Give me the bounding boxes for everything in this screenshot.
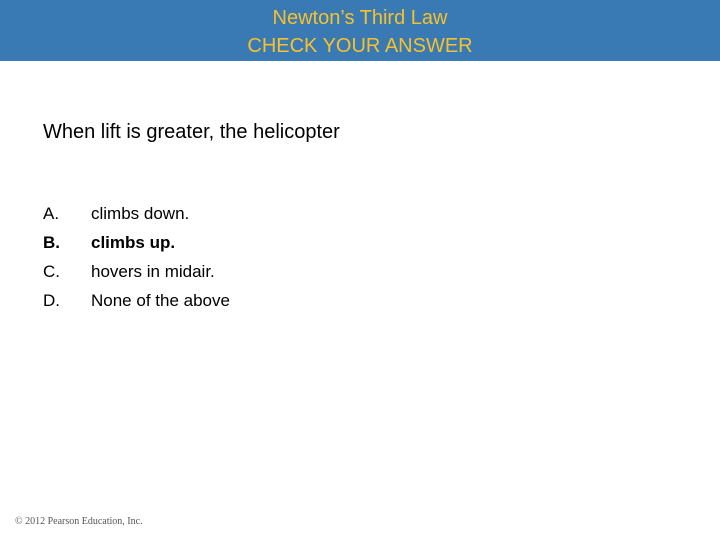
option-b-correct <box>43 228 443 257</box>
option-c <box>43 257 443 286</box>
option-letter: C. <box>43 262 60 281</box>
option-text: None of the above <box>91 291 230 310</box>
slide-subtitle: CHECK YOUR ANSWER <box>247 35 473 57</box>
question-text: When lift is greater, the helicopter <box>43 121 340 143</box>
option-a <box>43 199 443 228</box>
option-letter: A. <box>43 204 60 223</box>
option-text: climbs up. <box>91 233 176 252</box>
slide-header <box>0 0 720 61</box>
answer-options <box>43 199 443 315</box>
option-letter: D. <box>43 291 60 310</box>
option-text: climbs down. <box>91 204 190 223</box>
slide-title: Newton’s Third Law <box>272 7 448 29</box>
copyright-notice: © 2012 Pearson Education, Inc. <box>15 516 143 527</box>
option-letter: B. <box>43 233 60 252</box>
option-d <box>43 286 443 315</box>
option-text: hovers in midair. <box>91 262 215 281</box>
